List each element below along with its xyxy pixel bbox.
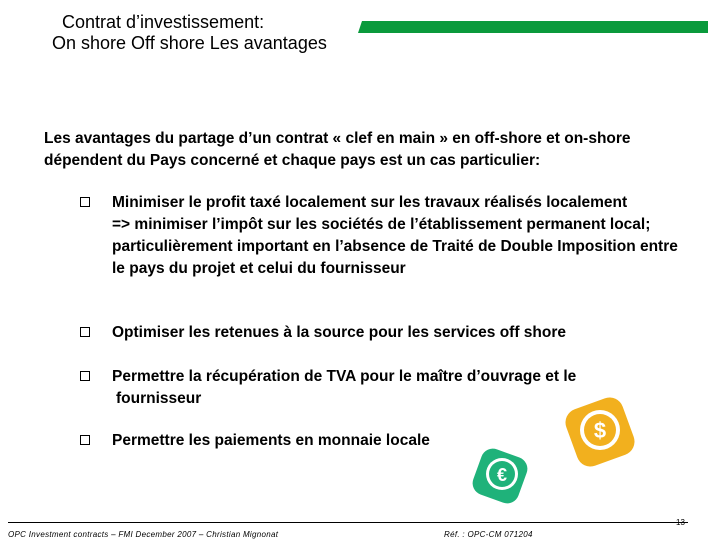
- checkbox-bullet-icon: [80, 371, 90, 381]
- dollar-coin-icon: [560, 392, 640, 472]
- bullet-tva-text: Permettre la récupération de TVA pour le maître d’ouvrage et le: [112, 368, 577, 385]
- euro-symbol: €: [496, 465, 508, 485]
- checkbox-bullet-icon: [80, 327, 90, 337]
- title-accent-bar: [358, 21, 708, 33]
- bullet-tva-text-cont: fournisseur: [116, 390, 202, 407]
- checkbox-bullet-icon: [80, 435, 90, 445]
- intro-paragraph: Les avantages du partage d’un contrat « clef en main » en off-shore et on-shore dépendent du Pays concerné et chaque pays est un cas particulier:: [44, 130, 631, 169]
- page-title: [52, 12, 327, 54]
- title-line-1: Contrat d’investissement:: [62, 12, 265, 32]
- footer-credits: OPC Investment contracts – FMI December 2007 – Christian Mignonat: [8, 530, 279, 539]
- bullet-minimiser-text: Minimiser le profit taxé localement sur les travaux réalisés localement: [112, 194, 628, 211]
- bullet-minimiser-subtext: => minimiser l’impôt sur les sociétés de l’établissement permanent local; particulièrement important en l’absence de Traité de Double Imposition entre le pays du projet et celui du fournisseur: [112, 216, 678, 277]
- footer-reference: Réf. : OPC-CM 071204: [444, 530, 533, 539]
- bullet-retenues: [80, 322, 566, 344]
- page-number: 13: [676, 518, 685, 527]
- footer-divider: [8, 522, 688, 523]
- bullet-retenues-text: Optimiser les retenues à la source pour les services off shore: [112, 324, 566, 341]
- bullet-minimiser: [80, 192, 690, 280]
- checkbox-bullet-icon: [80, 197, 90, 207]
- dollar-symbol: $: [593, 418, 607, 443]
- euro-coin-icon: [468, 444, 532, 508]
- bullet-paiements: [80, 430, 430, 452]
- title-line-2: On shore Off shore Les avantages: [52, 33, 327, 53]
- bullet-paiements-text: Permettre les paiements en monnaie locale: [112, 432, 430, 449]
